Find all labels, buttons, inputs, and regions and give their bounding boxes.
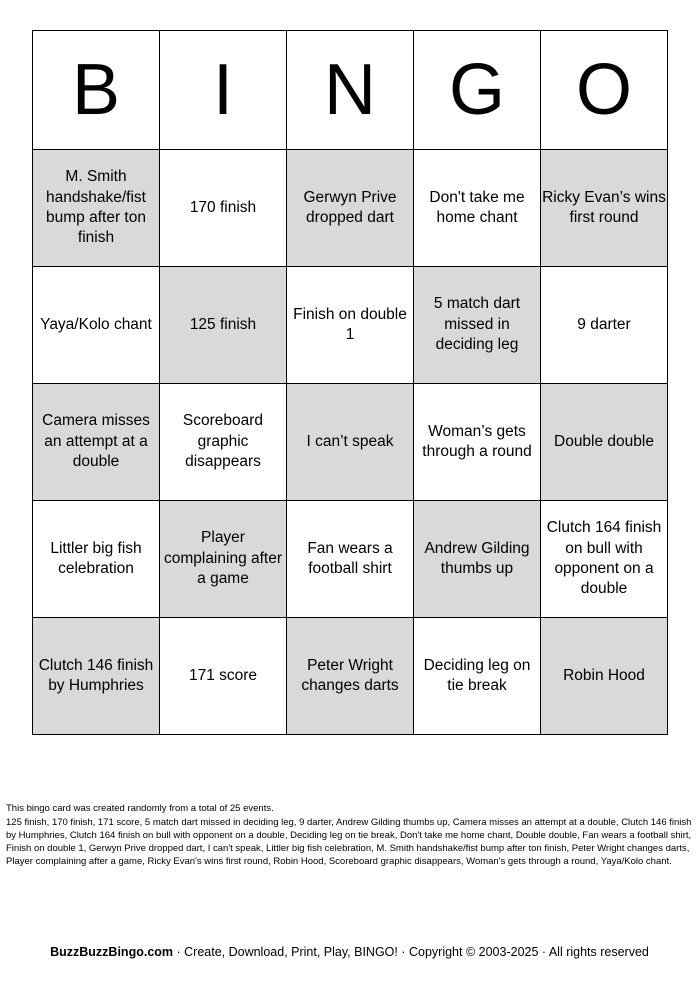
bingo-cell[interactable]: 5 match dart missed in deciding leg (414, 267, 541, 384)
bingo-header-row (33, 31, 668, 150)
bingo-grid (32, 30, 668, 735)
footnote-intro: This bingo card was created randomly from a total of 25 events. (6, 803, 274, 814)
bingo-header-letter-b: B (33, 31, 160, 150)
site-brand-link[interactable]: BuzzBuzzBingo.com (50, 945, 174, 959)
bingo-row (33, 384, 668, 501)
footnote-event-list: 125 finish, 170 finish, 171 score, 5 match dart missed in deciding leg, 9 darter, Andrew Gilding thumbs up, Camera misses an attempt at a double, Clutch 146 finish by Humphries, Clutch 164 finish on bull with opponent on a double, Deciding leg on tie break, Don't take me home chant, Double double, Fan wears a football shirt, Finish on double 1, Gerwyn Prive dropped dart, I can't speak, Littler big fish celebration, M. Smith handshake/fist bump after ton finish, Peter Wright changes darts, Player complaining after a game, Ricky Evan's wins first round, Robin Hood, Scoreboard graphic disappears, Woman's gets through a round, Yaya/Kolo chant. (6, 817, 692, 868)
bingo-cell[interactable]: Ricky Evan’s wins first round (541, 150, 668, 267)
bingo-cell[interactable]: I can’t speak (287, 384, 414, 501)
bingo-cell[interactable]: Clutch 164 finish on bull with opponent on a double (541, 501, 668, 618)
bingo-header-letter-i: I (160, 31, 287, 150)
bingo-card (32, 30, 668, 735)
card-footnote (6, 802, 692, 869)
bingo-row (33, 267, 668, 384)
bingo-cell[interactable]: Don't take me home chant (414, 150, 541, 267)
bingo-cell[interactable]: Camera misses an attempt at a double (33, 384, 160, 501)
bingo-cell[interactable]: Deciding leg on tie break (414, 618, 541, 735)
bingo-row (33, 501, 668, 618)
bingo-cell[interactable]: M. Smith handshake/fist bump after ton finish (33, 150, 160, 267)
bingo-cell[interactable]: 9 darter (541, 267, 668, 384)
page-footer (0, 945, 699, 959)
bingo-cell[interactable]: Littler big fish celebration (33, 501, 160, 618)
bingo-cell[interactable]: 170 finish (160, 150, 287, 267)
bingo-header-letter-o: O (541, 31, 668, 150)
bingo-cell[interactable]: Robin Hood (541, 618, 668, 735)
bingo-cell[interactable]: Gerwyn Prive dropped dart (287, 150, 414, 267)
bingo-cell[interactable]: 125 finish (160, 267, 287, 384)
bingo-cell[interactable]: Player complaining after a game (160, 501, 287, 618)
bingo-cell[interactable]: Peter Wright changes darts (287, 618, 414, 735)
bingo-cell[interactable]: Clutch 146 finish by Humphries (33, 618, 160, 735)
bingo-header-letter-g: G (414, 31, 541, 150)
bingo-row (33, 150, 668, 267)
bingo-cell[interactable]: Yaya/Kolo chant (33, 267, 160, 384)
bingo-row (33, 618, 668, 735)
bingo-cell[interactable]: Andrew Gilding thumbs up (414, 501, 541, 618)
bingo-cell[interactable]: Woman’s gets through a round (414, 384, 541, 501)
bingo-cell[interactable]: Scoreboard graphic disappears (160, 384, 287, 501)
bingo-cell[interactable]: Finish on double 1 (287, 267, 414, 384)
bingo-cell[interactable]: Double double (541, 384, 668, 501)
bingo-cell[interactable]: 171 score (160, 618, 287, 735)
footer-tagline: · Create, Download, Print, Play, BINGO! · Copyright © 2003-2025 · All rights reserved (173, 945, 649, 959)
bingo-cell[interactable]: Fan wears a football shirt (287, 501, 414, 618)
bingo-header-letter-n: N (287, 31, 414, 150)
